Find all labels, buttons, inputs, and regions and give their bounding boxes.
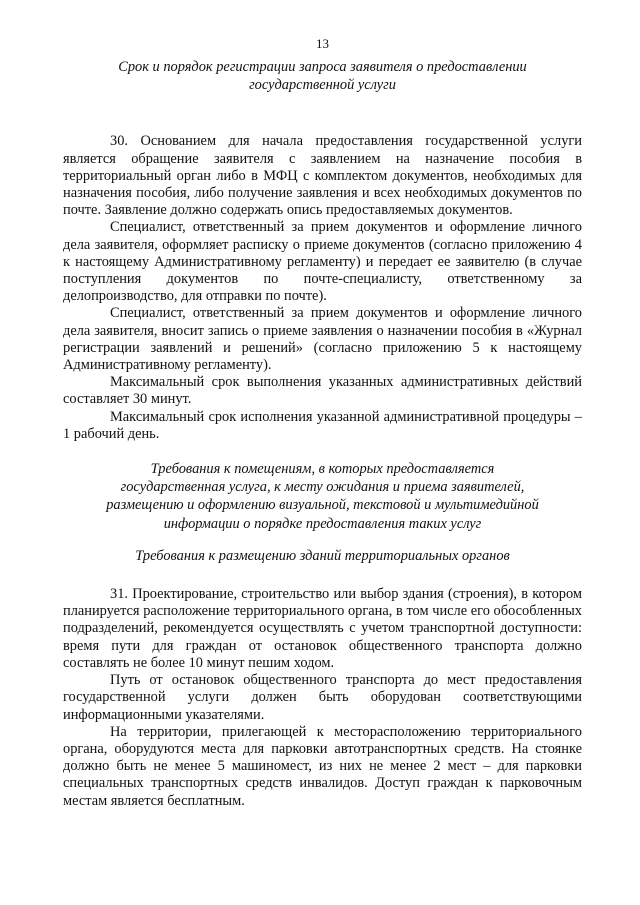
heading-line: государственная услуга, к месту ожидания и приема заявителей,	[120, 479, 525, 496]
heading-line: государственной услуги	[249, 77, 396, 94]
paragraph-31: 31. Проектирование, строительство или выбор здания (строения), в котором планируется расположение территориального органа, в том числе его обособленных подразделений, рекомендуется осуществлять с учетом транспортной доступности: время пути для граждан от остановок общественного транспорта должно составлять не более 10 минут пешим ходом.	[63, 586, 582, 671]
heading-line: Требования к размещению зданий территориальных органов	[135, 547, 510, 564]
section-heading-registration	[75, 58, 570, 94]
paragraph: Специалист, ответственный за прием документов и оформление личного дела заявителя, вносит запись о приеме заявления о назначении пособия в «Журнал регистрации заявлений и решений» (согласно приложению 5 к настоящему Административному регламенту).	[63, 305, 582, 374]
paragraph: Специалист, ответственный за прием документов и оформление личного дела заявителя, оформляет расписку о приеме документов (согласно приложению 4 к настоящему Административному регламенту) и передает ее заявителю (в случае поступления документов по почте-специалисту, ответственному за делопроизводство, для отправки по почте).	[63, 219, 582, 305]
paragraph: Максимальный срок исполнения указанной административной процедуры – 1 рабочий день.	[63, 408, 582, 442]
paragraph-30: 30. Основанием для начала предоставления государственной услуги является обращение заявителя с заявлением на назначение пособия в территориальный орган либо в МФЦ с комплектом документов, необходимых для назначения пособия, либо получение заявления и всех необходимых документов по почте. Заявление должно содержать опись предоставляемых документов.	[63, 133, 582, 219]
paragraph: Путь от остановок общественного транспорта до мест предоставления государственной услуги должен быть оборудован соответствующими информационными указателями.	[63, 672, 582, 723]
section-heading-premises	[75, 460, 570, 533]
paragraph: Максимальный срок выполнения указанных административных действий составляет 30 минут.	[63, 374, 582, 408]
paragraph: На территории, прилегающей к месторасположению территориального органа, оборудуются места для парковки автотранспортных средств. На стоянке должно быть не менее 5 машиномест, из них не менее 2 мест – для парковки специальных транспортных средств инвалидов. Доступ граждан к парковочным местам является бесплатным.	[63, 723, 582, 809]
heading-line: Срок и порядок регистрации запроса заявителя о предоставлении	[118, 59, 527, 75]
heading-line: Требования к помещениям, в которых предоставляется	[150, 461, 495, 478]
page-number: 13	[316, 36, 329, 51]
heading-line: информации о порядке предоставления таких услуг	[163, 515, 482, 532]
heading-line: размещению и оформлению визуальной, текстовой и мультимедийной	[106, 497, 539, 514]
subsection-heading-buildings	[75, 547, 570, 565]
